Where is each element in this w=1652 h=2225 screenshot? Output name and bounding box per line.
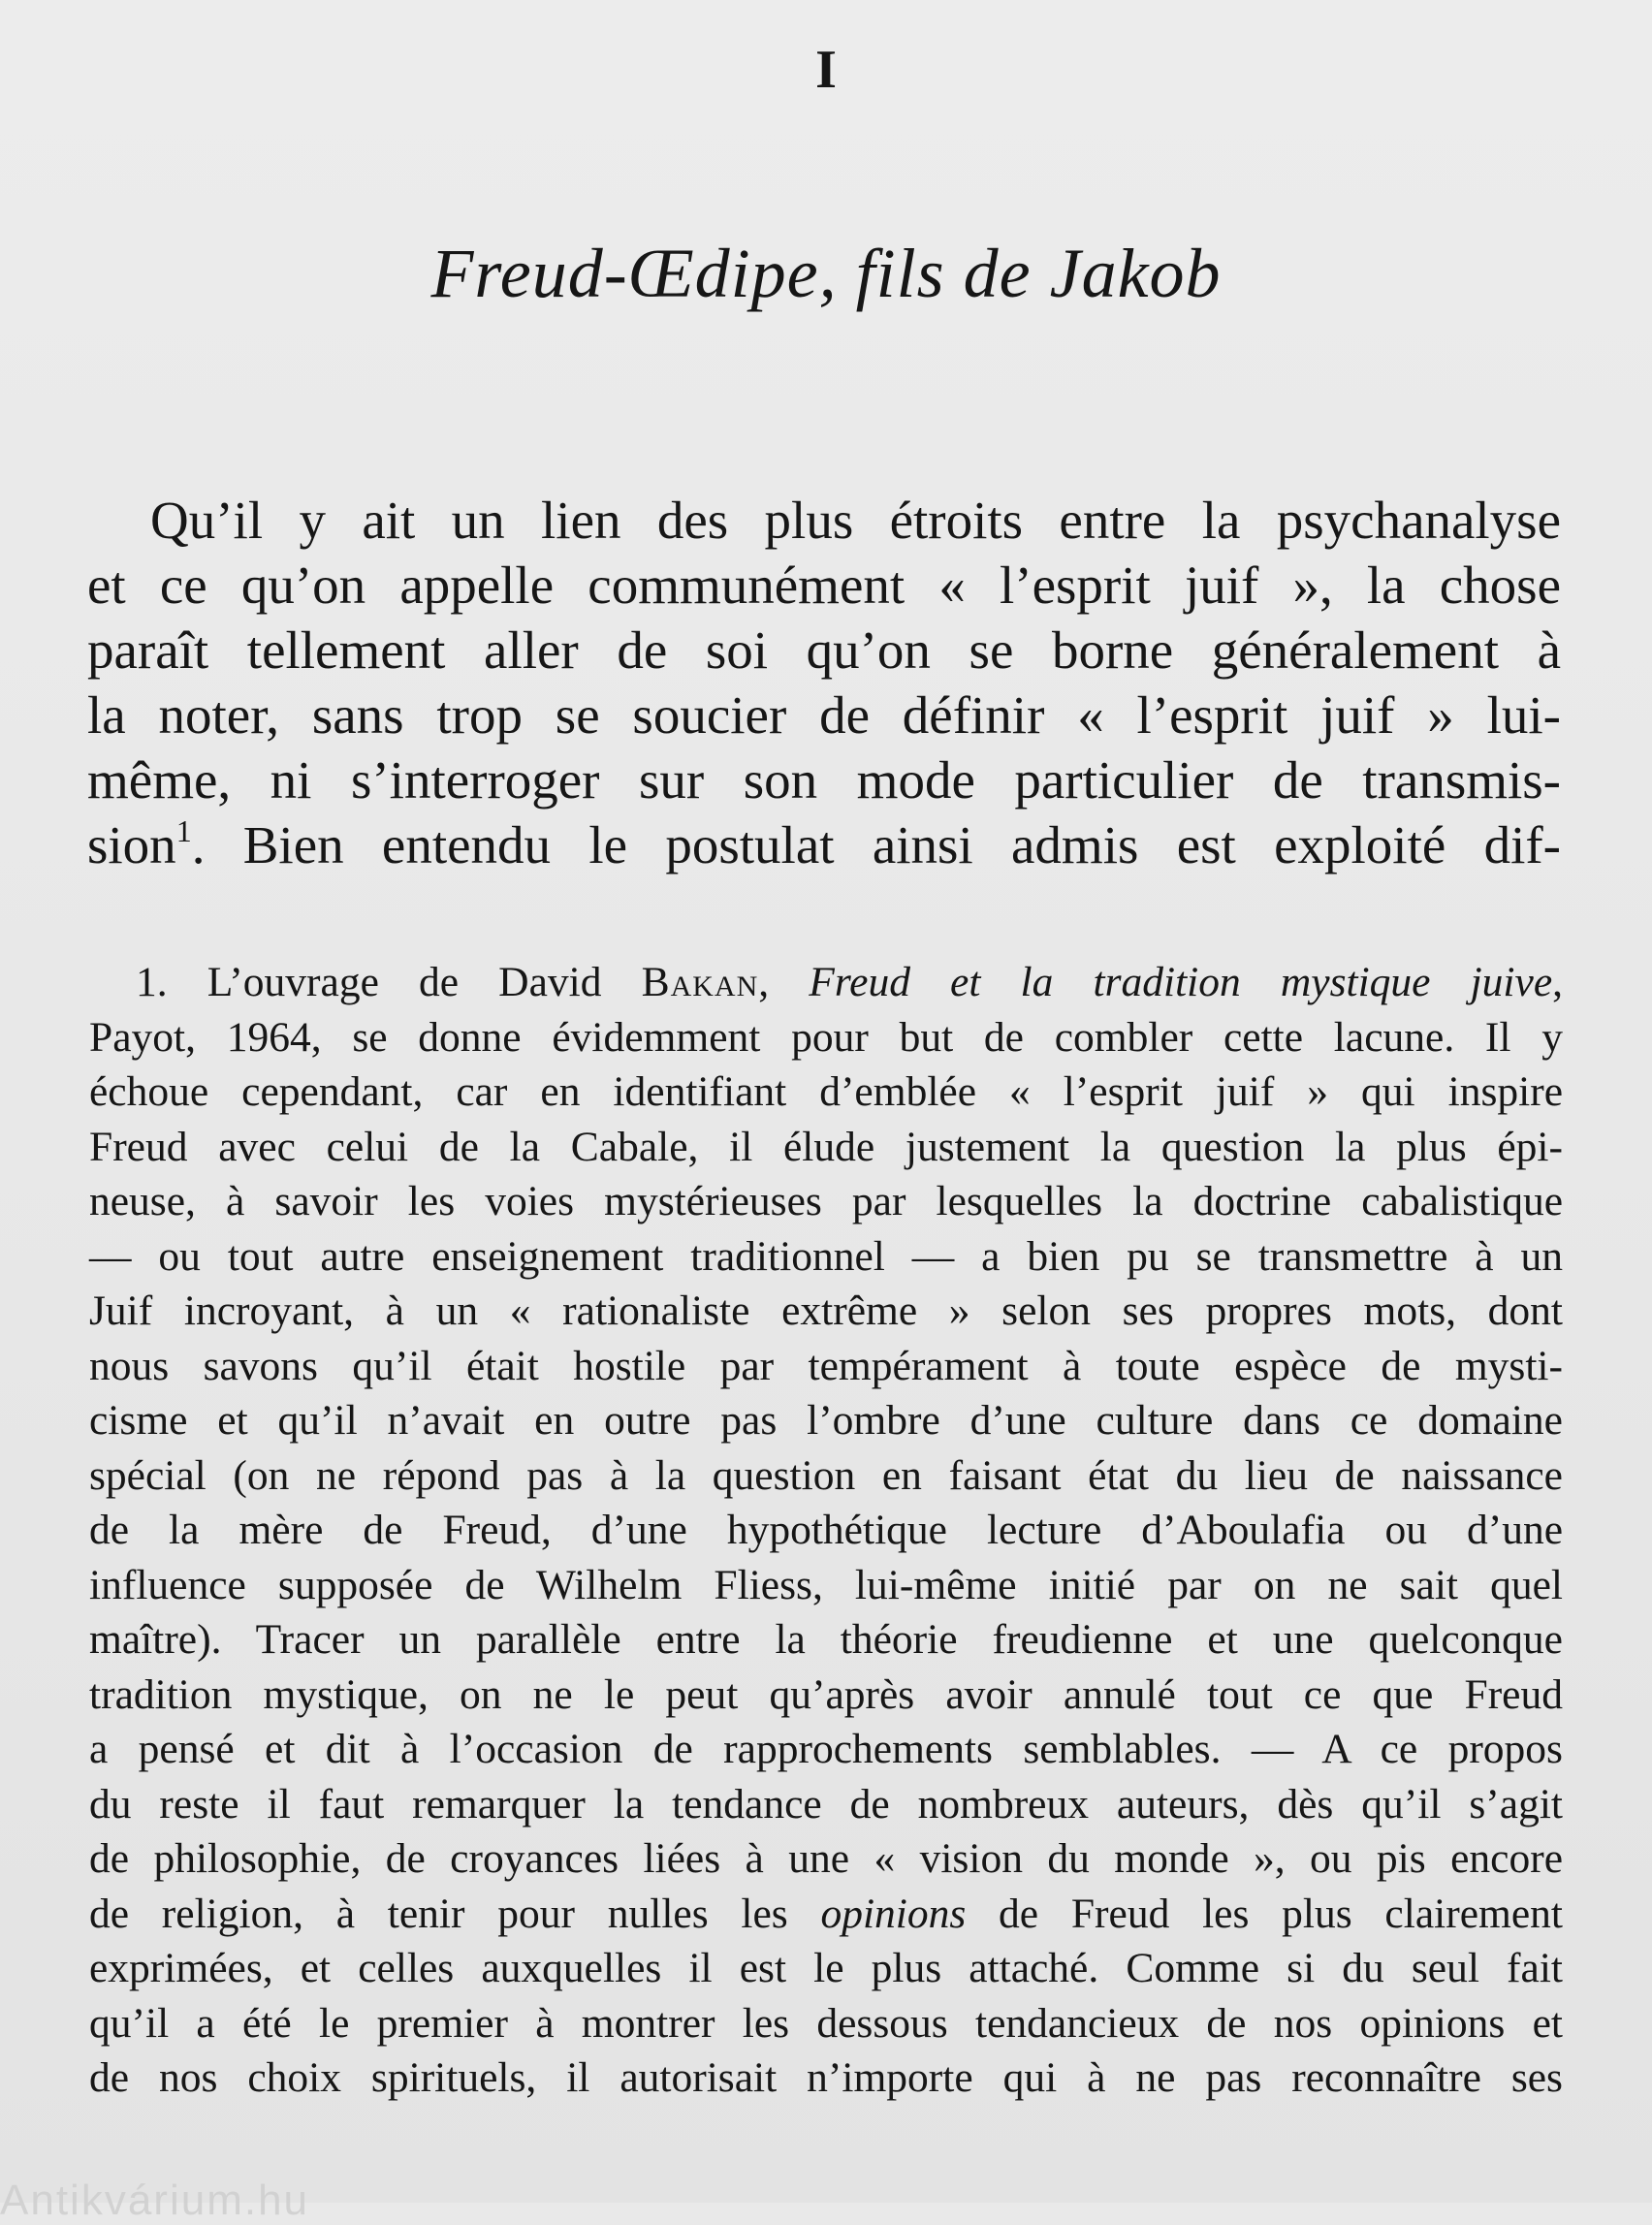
body-line: la noter, sans trop se soucier de définir « l’esprit juif » lui- [87, 685, 1561, 745]
footnote-emphasis: opinions [820, 1890, 967, 1937]
footnote-line: de philosophie, de croyances liées à une « vision du monde », ou pis encore [89, 1835, 1563, 1882]
body-line: et ce qu’on appelle communément « l’esprit juif », la chose [87, 556, 1561, 615]
body-paragraph [87, 488, 1561, 877]
footnote-line: neuse, à savoir les voies mystérieuses par lesquelles la doctrine cabalistique [89, 1178, 1563, 1224]
footnote [89, 955, 1563, 2106]
footnote-text: de Freud les plus clairement [966, 1890, 1563, 1937]
footnote-line: Freud avec celui de la Cabale, il élude justement la question la plus épi- [89, 1123, 1563, 1170]
footnote-text: , [758, 959, 810, 1005]
footnote-line: de la mère de Freud, d’une hypothétique lecture d’Aboulafia ou d’une [89, 1507, 1563, 1553]
body-line-text: sion [87, 815, 176, 874]
body-line: Qu’il y ait un lien des plus étroits entre la psychanalyse [150, 491, 1561, 550]
footnote-line: qu’il a été le premier à montrer les dessous tendancieux de nos opinions et [89, 1999, 1563, 2047]
body-line: paraît tellement aller de soi qu’on se borne généralement à [87, 620, 1561, 680]
footnote-line: cisme et qu’il n’avait en outre pas l’ombre d’une culture dans ce domaine [89, 1397, 1563, 1444]
footnote-author: Bakan [641, 959, 759, 1005]
watermark: Antikvárium.hu [0, 2177, 310, 2224]
body-line [87, 812, 1561, 877]
footnote-line: Juif incroyant, à un « rationaliste extrême » selon ses propres mots, dont [89, 1287, 1563, 1334]
footnote-text: , [1552, 959, 1564, 1005]
footnote-book-title: Freud et la tradition mystique juive [809, 959, 1553, 1005]
footnote-line: du reste il faut remarquer la tendance de nombreux auteurs, dès qu’il s’agit [89, 1780, 1563, 1828]
chapter-number: I [815, 40, 837, 100]
footnote-line: maître). Tracer un parallèle entre la théorie freudienne et une quelconque [89, 1616, 1563, 1663]
footnote-line: de nos choix spirituels, il autorisait n’importe qui à ne pas reconnaître ses [89, 2054, 1563, 2101]
footnote-line: a pensé et dit à l’occasion de rapprochements semblables. — A ce propos [89, 1726, 1563, 1772]
footnote-line: exprimées, et celles auxquelles il est le plus attaché. Comme si du seul fait [89, 1945, 1563, 1991]
footnote-line: échoue cependant, car en identifiant d’emblée « l’esprit juif » qui inspire [89, 1068, 1563, 1115]
footnote-text: de religion, à tenir pour nulles les [89, 1890, 821, 1937]
footnote-line [89, 1887, 1563, 1942]
footnote-line [89, 955, 1563, 1010]
footnote-line: spécial (on ne répond pas à la question en faisant état du lieu de naissance [89, 1451, 1563, 1499]
footnote-line: influence supposée de Wilhelm Fliess, lui-même initié par on ne sait quel [89, 1561, 1563, 1608]
chapter-title: Freud-Œdipe, fils de Jakob [430, 235, 1222, 312]
footnote-line: tradition mystique, on ne le peut qu’après avoir annulé tout ce que Freud [89, 1670, 1563, 1718]
footnote-line: — ou tout autre enseignement traditionnel — a bien pu se transmettre à un [89, 1232, 1563, 1280]
footnote-reference: 1 [175, 813, 192, 848]
footnote-line: Payot, 1964, se donne évidemment pour but de combler cette lacune. Il y [89, 1013, 1563, 1061]
footnote-line: nous savons qu’il était hostile par tempérament à toute espèce de mysti- [89, 1342, 1563, 1389]
body-line-text: . Bien entendu le postulat ainsi admis est exploité dif- [191, 815, 1561, 874]
footnote-text: 1. L’ouvrage de David [136, 959, 642, 1005]
body-line: même, ni s’interroger sur son mode particulier de transmis- [87, 750, 1561, 810]
